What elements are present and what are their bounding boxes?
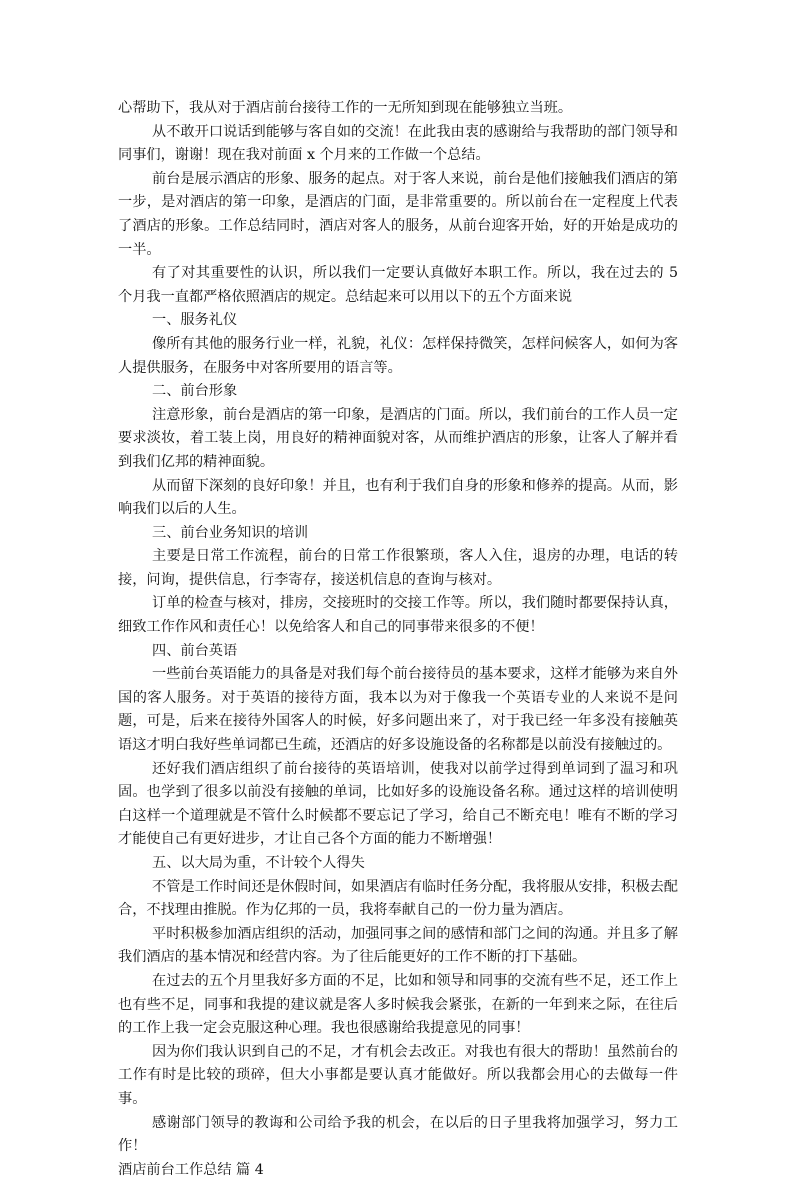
- paragraph-gratitude: 从不敢开口说话到能够与客自如的交流！在此我由衷的感谢给与我帮助的部门领导和同事们，谢谢！现在我对前面 x 个月来的工作做一个总结。: [118, 123, 678, 164]
- document-page: [118, 97, 678, 1182]
- paragraph-english-ability: 一些前台英语能力的具备是对我们每个前台接待员的基本要求，这样才能够为来自外国的客人服务。对于英语的接待方面，我本以为对于像我一个英语专业的人来说不是问题，可是，后来在接待外国客人的时候，好多问题出来了，对于我已经一年多没有接触英语这才明白我好些单词都已生疏，还酒店的好多设施设备的名称都是以前没有接触过的。: [118, 666, 678, 754]
- paragraph-orders: 订单的检查与核对，排房，交接班时的交接工作等。所以，我们随时都要保持认真，细致工作作风和责任心！以免给客人和自己的同事带来很多的不便！: [118, 595, 678, 636]
- paragraph-impression: 从而留下深刻的良好印象！并且，也有利于我们自身的形象和修养的提高。从而，影响我们以后的人生。: [118, 477, 678, 518]
- paragraph-shortcomings: 在过去的五个月里我好多方面的不足，比如和领导和同事的交流有些不足，还工作上也有些不足，同事和我提的建议就是客人多时候我会紧张，在新的一年到来之际，在往后的工作上我一定会克服这种心理。我也很感谢给我提意见的同事！: [118, 972, 678, 1037]
- paragraph-improvement: 因为你们我认识到自己的不足，才有机会去改正。对我也有很大的帮助！虽然前台的工作有时是比较的琐碎，但大小事都是要认真才能做好。所以我都会用心的去做每一件事。: [118, 1043, 678, 1107]
- paragraph-obedience: 不管是工作时间还是休假时间，如果酒店有临时任务分配，我将服从安排，积极去配合，不找理由推脱。作为亿邦的一员，我将奉献自己的一份力量为酒店。: [118, 878, 678, 919]
- section-heading-training: 三、前台业务知识的培训: [152, 524, 309, 541]
- paragraph-thanks: 感谢部门领导的教诲和公司给予我的机会，在以后的日子里我将加强学习，努力工作！: [118, 1114, 678, 1155]
- next-section-title: 酒店前台工作总结 篇 4: [118, 1161, 264, 1178]
- paragraph-front-desk-role: 前台是展示酒店的形象、服务的起点。对于客人来说，前台是他们接触我们酒店的第一步，是对酒店的第一印象，是酒店的门面，是非常重要的。所以前台在一定程度上代表了酒店的形象。工作总结同时，酒店对客人的服务，从前台迎客开始，好的开始是成功的一半。: [118, 170, 678, 258]
- paragraph-etiquette: 像所有其他的服务行业一样，礼貌，礼仪：怎样保持微笑，怎样问候客人，如何为客人提供服务，在服务中对客所要用的语言等。: [118, 335, 678, 376]
- section-heading-english: 四、前台英语: [152, 642, 238, 659]
- paragraph-activities: 平时积极参加酒店组织的活动，加强同事之间的感情和部门之间的沟通。并且多了解我们酒店的基本情况和经营内容。为了往后能更好的工作不断的打下基础。: [118, 925, 678, 966]
- section-heading-teamwork: 五、以大局为重，不计较个人得失: [152, 855, 365, 871]
- section-heading-etiquette: 一、服务礼仪: [152, 312, 238, 329]
- paragraph-workflow: 主要是日常工作流程，前台的日常工作很繁琐，客人入住，退房的办理，电话的转接，问询，提供信息，行李寄存，接送机信息的查询与核对。: [118, 548, 678, 588]
- section-heading-image: 二、前台形象: [152, 383, 238, 400]
- paragraph-image: 注意形象，前台是酒店的第一印象，是酒店的门面。所以，我们前台的工作人员一定要求淡妆，着工装上岗，用良好的精神面貌对客，从而维护酒店的形象，让客人了解并看到我们亿邦的精神面貌。: [118, 406, 678, 470]
- paragraph-importance: 有了对其重要性的认识，所以我们一定要认真做好本职工作。所以，我在过去的 5 个月我一直都严格依照酒店的规定。总结起来可以用以下的五个方面来说: [118, 265, 678, 305]
- paragraph-english-training: 还好我们酒店组织了前台接待的英语培训，使我对以前学过得到单词到了温习和巩固。也学到了很多以前没有接触的单词，比如好多的设施设备名称。通过这样的培训使明白这样一个道理就是不管什么时候都不要忘记了学习，给自己不断充电！唯有不断的学习才能使自己有更好进步，才让自己各个方面的能力不断增强！: [118, 760, 678, 848]
- paragraph-continuation: 心帮助下，我从对于酒店前台接待工作的一无所知到现在能够独立当班。: [118, 100, 573, 116]
